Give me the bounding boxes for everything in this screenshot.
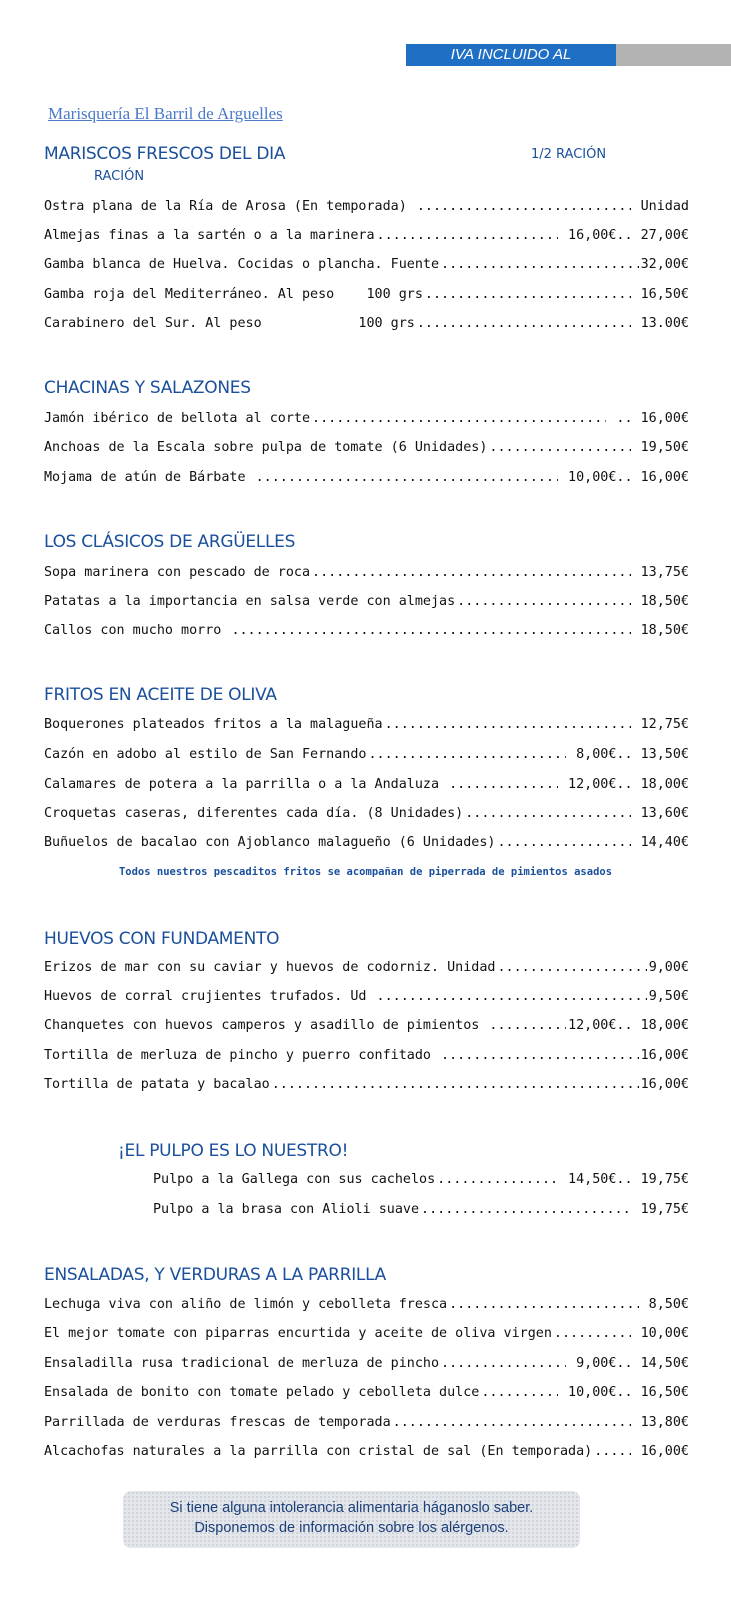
item-price: 14,50€.. 19,75€ — [560, 1172, 689, 1187]
item-name: Croquetas caseras, diferentes cada día. (8 Unidades) — [44, 806, 464, 821]
item-name: Buñuelos de bacalao con Ajoblanco malagueño (6 Unidades) — [44, 835, 496, 850]
menu-item — [44, 806, 689, 826]
iva-banner — [406, 44, 731, 66]
menu-item — [153, 1172, 689, 1192]
item-price: 13,80€ — [632, 1415, 689, 1430]
leader-dots — [554, 1326, 631, 1341]
menu-item — [44, 960, 689, 980]
menu-item — [44, 1356, 689, 1376]
item-price: 16,00€ — [632, 1444, 689, 1459]
menu-item — [153, 1202, 689, 1222]
menu-item — [44, 594, 689, 614]
menu-item — [44, 1048, 689, 1068]
item-price: 13,60€ — [632, 806, 689, 821]
item-price: 32,00€ — [640, 257, 689, 272]
item-name: Jamón ibérico de bellota al corte — [44, 411, 311, 426]
item-price: 13,75€ — [632, 565, 689, 580]
leader-dots — [449, 777, 558, 792]
item-price: 16,00€ — [640, 1077, 689, 1092]
menu-item — [44, 440, 689, 460]
menu-item — [44, 1444, 689, 1464]
item-name: Erizos de mar con su caviar y huevos de codorniz. Unidad — [44, 960, 496, 975]
item-name: Tortilla de merluza de pincho y puerro confitado — [44, 1048, 440, 1063]
item-price: 19,75€ — [632, 1202, 689, 1217]
leader-dots — [425, 287, 631, 302]
fried-fish-note: Todos nuestros pescaditos fritos se acompañan de piperrada de pimientos asados — [118, 866, 613, 878]
leader-dots — [377, 228, 558, 243]
leader-dots — [489, 440, 630, 455]
column-header-half: 1/2 RACIÓN — [531, 147, 607, 162]
leader-dots — [481, 1385, 558, 1400]
menu-item — [44, 989, 689, 1009]
item-price: 10,00€ — [632, 1326, 689, 1341]
leader-dots — [417, 199, 631, 214]
item-name: Ensaladilla rusa tradicional de merluza de pincho — [44, 1356, 440, 1371]
item-price: 9,00€.. 14,50€ — [568, 1356, 689, 1371]
menu-item — [44, 1297, 689, 1317]
item-name: Lechuga viva con aliño de limón y cebolleta fresca — [44, 1297, 448, 1312]
item-price: 12,75€ — [632, 717, 689, 732]
item-price: 19,50€ — [632, 440, 689, 455]
item-name: Sopa marinera con pescado de roca — [44, 565, 311, 580]
section-title-fritos: FRITOS EN ACEITE DE OLIVA — [44, 685, 277, 705]
menu-item — [44, 717, 689, 737]
item-name: Ensalada de bonito con tomate pelado y cebolleta dulce — [44, 1385, 480, 1400]
menu-item — [44, 777, 689, 797]
item-name: Pulpo a la Gallega con sus cachelos — [153, 1172, 436, 1187]
menu-item — [44, 565, 689, 585]
leader-dots — [449, 1297, 639, 1312]
section-title-mariscos: MARISCOS FRESCOS DEL DIA — [44, 144, 286, 164]
item-price: 16,00€.. 27,00€ — [560, 228, 689, 243]
item-name: Huevos de corral crujientes trufados. Ud — [44, 989, 375, 1004]
leader-dots — [417, 316, 631, 331]
item-name: Mojama de atún de Bárbate — [44, 470, 254, 485]
menu-item — [44, 1415, 689, 1435]
item-name: Alcachofas naturales a la parrilla con cristal de sal (En temporada) — [44, 1444, 593, 1459]
leader-dots — [489, 1018, 566, 1033]
menu-item — [44, 228, 689, 248]
item-price: 10,00€.. 16,50€ — [560, 1385, 689, 1400]
item-name: Calamares de potera a la parrilla o a la Andaluza — [44, 777, 448, 792]
item-name: Anchoas de la Escala sobre pulpa de tomate (6 Unidades) — [44, 440, 488, 455]
leader-dots — [457, 594, 630, 609]
section-title-huevos: HUEVOS CON FUNDAMENTO — [44, 929, 280, 949]
leader-dots — [594, 1444, 630, 1459]
leader-dots — [437, 1172, 558, 1187]
item-price: 16,50€ — [632, 287, 689, 302]
menu-item — [44, 1385, 689, 1405]
restaurant-name: Marisquería El Barril de Arguelles — [48, 104, 283, 123]
leader-dots — [256, 470, 558, 485]
menu-item — [44, 1077, 689, 1097]
item-price: 12,00€.. 18,00€ — [568, 1018, 689, 1033]
leader-dots — [385, 717, 631, 732]
item-name: Carabinero del Sur. Al peso 100 grs — [44, 316, 415, 331]
leader-dots — [441, 257, 639, 272]
item-name: Pulpo a la brasa con Alioli suave — [153, 1202, 420, 1217]
menu-item — [44, 316, 689, 336]
menu-item — [44, 411, 689, 431]
item-name: Cazón en adobo al estilo de San Fernando — [44, 747, 367, 762]
item-name: Tortilla de patata y bacalao — [44, 1077, 270, 1092]
item-price: 14,40€ — [632, 835, 689, 850]
allergen-line-1: Si tiene alguna intolerancia alimentaria háganoslo saber. — [169, 1500, 534, 1516]
leader-dots — [231, 623, 630, 638]
item-name: Ostra plana de la Ría de Arosa (En temporada) — [44, 199, 415, 214]
section-title-clasicos: LOS CLÁSICOS DE ARGÜELLES — [44, 532, 296, 552]
leader-dots — [441, 1048, 639, 1063]
item-price: 8,50€ — [640, 1297, 689, 1312]
allergen-notice — [123, 1491, 580, 1548]
item-name: El mejor tomate con piparras encurtida y aceite de oliva virgen — [44, 1326, 552, 1341]
item-name: Gamba roja del Mediterráneo. Al peso 100 grs — [44, 287, 423, 302]
leader-dots — [497, 960, 646, 975]
item-price: 18,50€ — [632, 623, 689, 638]
item-price: 8,00€.. 13,50€ — [568, 747, 689, 762]
section-title-pulpo: ¡EL PULPO ES LO NUESTRO! — [118, 1141, 349, 1161]
item-name: Boquerones plateados fritos a la malagueña — [44, 717, 383, 732]
menu-item — [44, 287, 689, 307]
item-name: Parrillada de verduras frescas de temporada — [44, 1415, 391, 1430]
menu-item — [44, 1326, 689, 1346]
item-name: Chanquetes con huevos camperos y asadillo de pimientos — [44, 1018, 488, 1033]
section-title-ensaladas: ENSALADAS, Y VERDURAS A LA PARRILLA — [44, 1265, 386, 1285]
item-name: Callos con mucho morro — [44, 623, 230, 638]
item-price: 9,00€ — [648, 960, 689, 975]
leader-dots — [465, 806, 630, 821]
item-price: 9,50€ — [648, 989, 689, 1004]
menu-item — [44, 199, 689, 219]
item-price: 16,00€ — [640, 1048, 689, 1063]
iva-label: IVA INCLUIDO AL — [406, 44, 616, 66]
menu-item — [44, 835, 689, 855]
leader-dots — [393, 1415, 631, 1430]
menu-item — [44, 1018, 689, 1038]
item-name: Almejas finas a la sartén o a la marinera — [44, 228, 375, 243]
item-price: 13.00€ — [632, 316, 689, 331]
item-price: 10,00€.. 16,00€ — [560, 470, 689, 485]
leader-dots — [312, 411, 606, 426]
leader-dots — [312, 565, 631, 580]
leader-dots — [497, 835, 630, 850]
item-price: Unidad — [632, 199, 689, 214]
item-price: .. 16,00€ — [608, 411, 689, 426]
leader-dots — [421, 1202, 631, 1217]
leader-dots — [377, 989, 647, 1004]
menu-item — [44, 623, 689, 643]
item-price: 18,50€ — [632, 594, 689, 609]
leader-dots — [441, 1356, 566, 1371]
item-name: Gamba blanca de Huelva. Cocidas o plancha. Fuente — [44, 257, 440, 272]
item-price: 12,00€.. 18,00€ — [560, 777, 689, 792]
leader-dots — [272, 1077, 639, 1092]
menu-item — [44, 747, 689, 767]
section-title-chacinas: CHACINAS Y SALAZONES — [44, 378, 251, 398]
column-header-full: RACIÓN — [94, 169, 145, 184]
menu-item — [44, 257, 689, 277]
item-name: Patatas a la importancia en salsa verde con almejas — [44, 594, 456, 609]
allergen-line-2: Disponemos de información sobre los alérgenos. — [194, 1520, 509, 1536]
leader-dots — [368, 747, 566, 762]
menu-item — [44, 470, 689, 490]
